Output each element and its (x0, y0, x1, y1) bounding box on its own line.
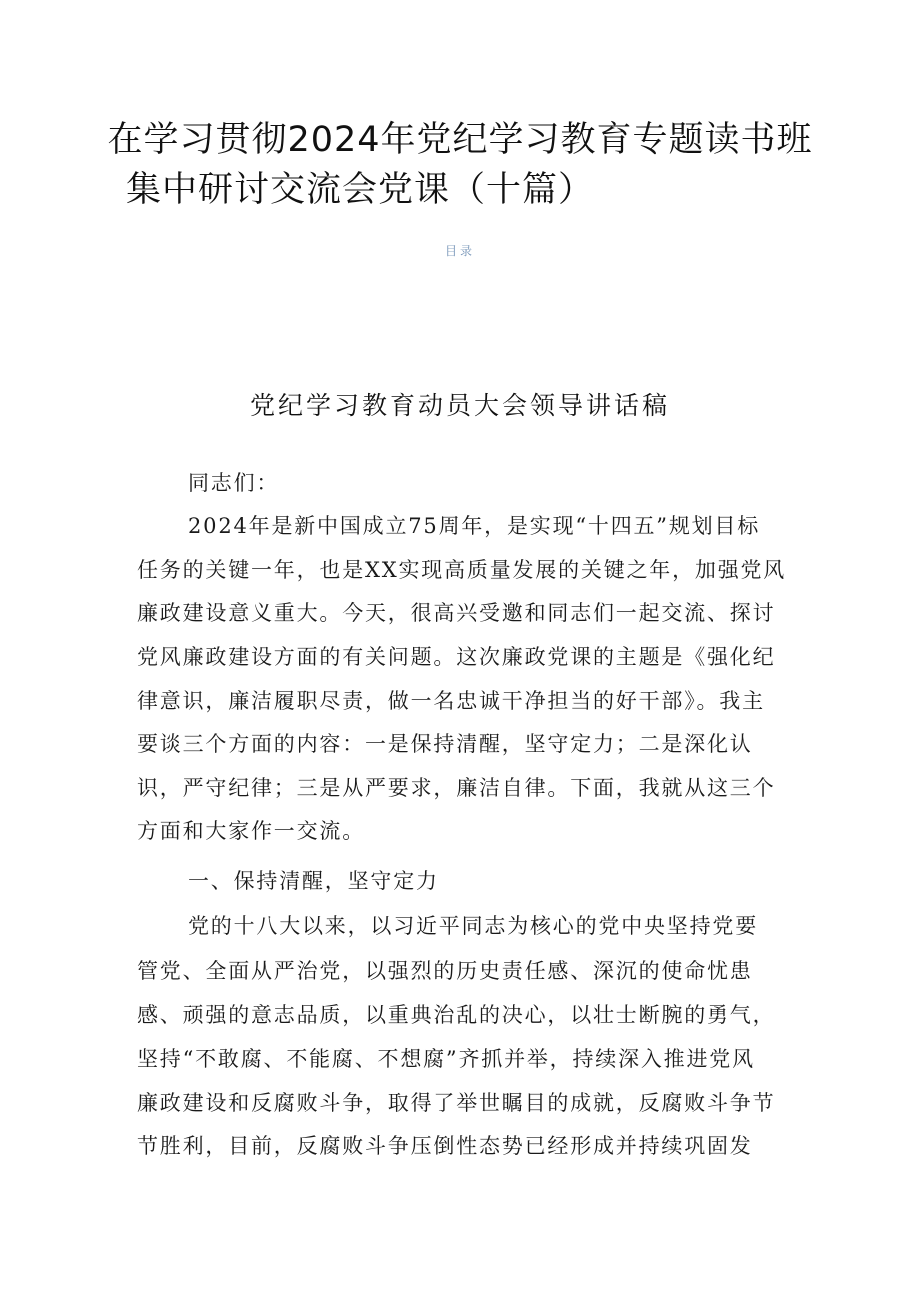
paragraph-1-line: 要谈三个方面的内容：一是保持清醒，坚守定力；二是深化认 (137, 732, 753, 756)
paragraph-2-line: 党的十八大以来，以习近平同志为核心的党中央坚持党要 (188, 914, 758, 938)
section-title: 党纪学习教育动员大会领导讲话稿 (249, 391, 670, 420)
paragraph-1-line: 识，严守纪律；三是从严要求，廉洁自律。下面，我就从这三个 (137, 776, 776, 800)
paragraph-1-line: 2024年是新中国成立75周年，是实现“十四五”规划目标 (188, 514, 761, 538)
document-title-line-2: 集中研讨交流会党课（十篇） (125, 170, 594, 210)
table-of-contents-link[interactable]: 目录 (444, 244, 475, 258)
paragraph-2-line: 管党、全面从严治党，以强烈的历史责任感、深沉的使命忧患 (137, 959, 753, 983)
paragraph-2-line: 廉政建设和反腐败斗争，取得了举世瞩目的成就，反腐败斗争节 (137, 1091, 776, 1115)
paragraph-1-line: 廉政建设意义重大。今天，很高兴受邀和同志们一起交流、探讨 (137, 601, 776, 625)
paragraph-2-line: 节胜利，目前，反腐败斗争压倒性态势已经形成并持续巩固发 (137, 1134, 753, 1158)
salutation: 同志们： (188, 471, 280, 495)
paragraph-1-line: 党风廉政建设方面的有关问题。这次廉政党课的主题是《强化纪 (137, 645, 776, 669)
paragraph-1-line: 方面和大家作一交流。 (137, 819, 365, 843)
paragraph-1-line: 律意识，廉洁履职尽责，做一名忠诚干净担当的好干部》。我主 (137, 689, 765, 713)
section-heading-1: 一、保持清醒，坚守定力 (188, 869, 439, 893)
document-title-line-1: 在学习贯彻2024年党纪学习教育专题读书班 (107, 120, 813, 160)
paragraph-1-line: 任务的关键一年，也是XX实现高质量发展的关键之年，加强党风 (137, 558, 787, 582)
paragraph-2-line: 坚持“不敢腐、不能腐、不想腐”齐抓并举，持续深入推进党风 (137, 1047, 755, 1071)
paragraph-2-line: 感、顽强的意志品质，以重典治乱的决心，以壮士断腕的勇气， (137, 1003, 776, 1027)
